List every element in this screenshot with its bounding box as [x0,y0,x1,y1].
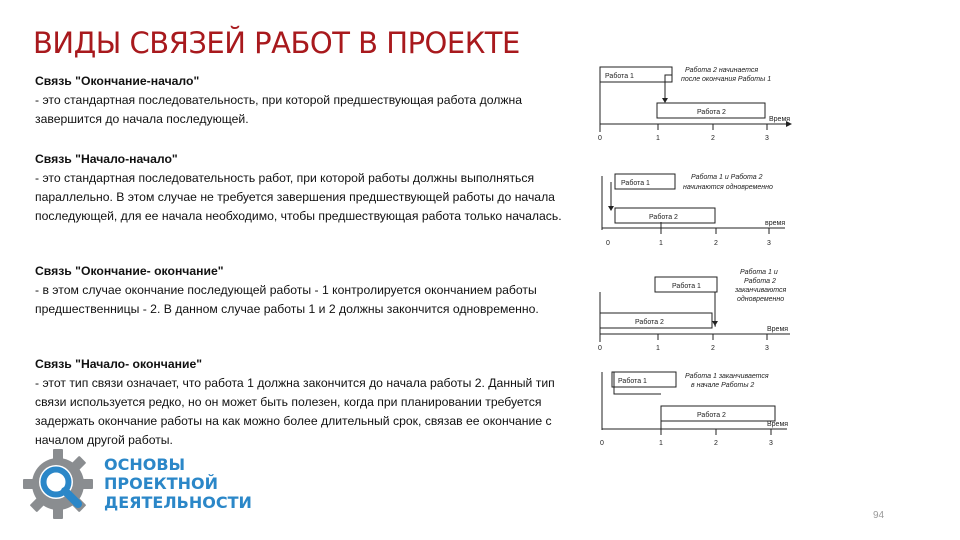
tick-label: 1 [659,440,663,447]
arrow-head [608,206,614,211]
note-line: Работа 2 начинается [685,67,759,74]
work2-label: Работа 2 [697,412,726,419]
tick-label: 3 [765,345,769,352]
page-number: 94 [873,510,885,521]
note-line: после окончания Работы 1 [681,76,772,83]
diagram-start-finish [585,366,800,461]
tick-label: 3 [769,440,773,447]
tick-label: 3 [767,240,771,247]
relation-start-finish [35,355,570,450]
logo-line: ПРОЕКТНОЙ [104,474,219,493]
tick-label: 1 [656,345,660,352]
logo-line: ОСНОВЫ [104,455,186,474]
work1-label: Работа 1 [605,73,634,80]
work1-label: Работа 1 [672,283,701,290]
tick-label: 0 [598,135,602,142]
note-line: Работа 1 заканчивается [685,373,769,380]
work1-label: Работа 1 [621,180,650,187]
relation-finish-finish [35,262,570,319]
tick-label: 1 [659,240,663,247]
tick-label: 0 [598,345,602,352]
tick-label: 3 [765,135,769,142]
section-body: - это стандартная последовательность, при которой предшествующая работа должна завершится до начала последующей. [35,93,522,126]
note-line: начинаются одновременно [683,184,773,191]
arrow-head [662,98,668,103]
gear-magnifier-icon [22,448,94,520]
diagram-finish-finish [585,268,800,358]
tick-label: 2 [711,135,715,142]
relation-finish-start [35,72,570,129]
tick-label: 1 [656,135,660,142]
dependency-arrow [715,292,716,326]
note-line: Работа 1 и [740,269,778,276]
arrow-head [712,321,718,326]
diagram-finish-start [585,58,800,153]
note-line: Работа 1 и Работа 2 [691,174,763,181]
tick-label: 0 [606,240,610,247]
section-heading: Связь "Начало-начало" [35,152,178,166]
diagram-start-start [585,162,800,257]
note-line: одновременно [737,296,785,303]
section-heading: Связь "Окончание- окончание" [35,264,224,278]
tick-label: 2 [711,345,715,352]
note-line: заканчиваются [735,287,787,294]
section-body: - в этом случае окончание последующей работы - 1 контролируется окончанием работы предшественницы - 2. В данном случае работы 1 и 2 должны закончится одновременно. [35,283,539,316]
dependency-arrow [665,75,672,100]
logo-wordmark [104,455,252,512]
axis-label: время [765,220,786,227]
work1-label: Работа 1 [618,378,647,385]
tick-label: 2 [714,240,718,247]
relation-start-start [35,150,570,226]
tick-label: 0 [600,440,604,447]
tick-label: 2 [714,440,718,447]
axis-label: Время [767,326,789,333]
note-line: Работа 2 [744,278,776,285]
axis-label: Время [767,421,789,428]
axis-label: Время [769,116,791,123]
work2-label: Работа 2 [697,109,726,116]
logo-line: ДЕЯТЕЛЬНОСТИ [104,493,252,512]
note-line: в начале Работы 2 [691,382,755,389]
section-heading: Связь "Начало- окончание" [35,357,203,371]
section-body: - этот тип связи означает, что работа 1 должна закончится до начала работы 2. Данный тип связи используется редко, но он может быть полезен, когда при планировании требуется задержать окончание работы на как можно более длительный срок, связав ее окончание с началом другой работы. [35,376,555,447]
work2-label: Работа 2 [635,319,664,326]
section-body: - это стандартная последовательность работ, при которой работы должны выполняться параллельно. В этом случае не требуется завершения предшествующей работы до начала последующей, для ее начала необходимо, чтобы предшествующая работа только началась. [35,171,562,223]
work2-label: Работа 2 [649,214,678,221]
slide-title: ВИДЫ СВЯЗЕЙ РАБОТ В ПРОЕКТЕ [33,26,520,60]
section-heading: Связь "Окончание-начало" [35,74,200,88]
